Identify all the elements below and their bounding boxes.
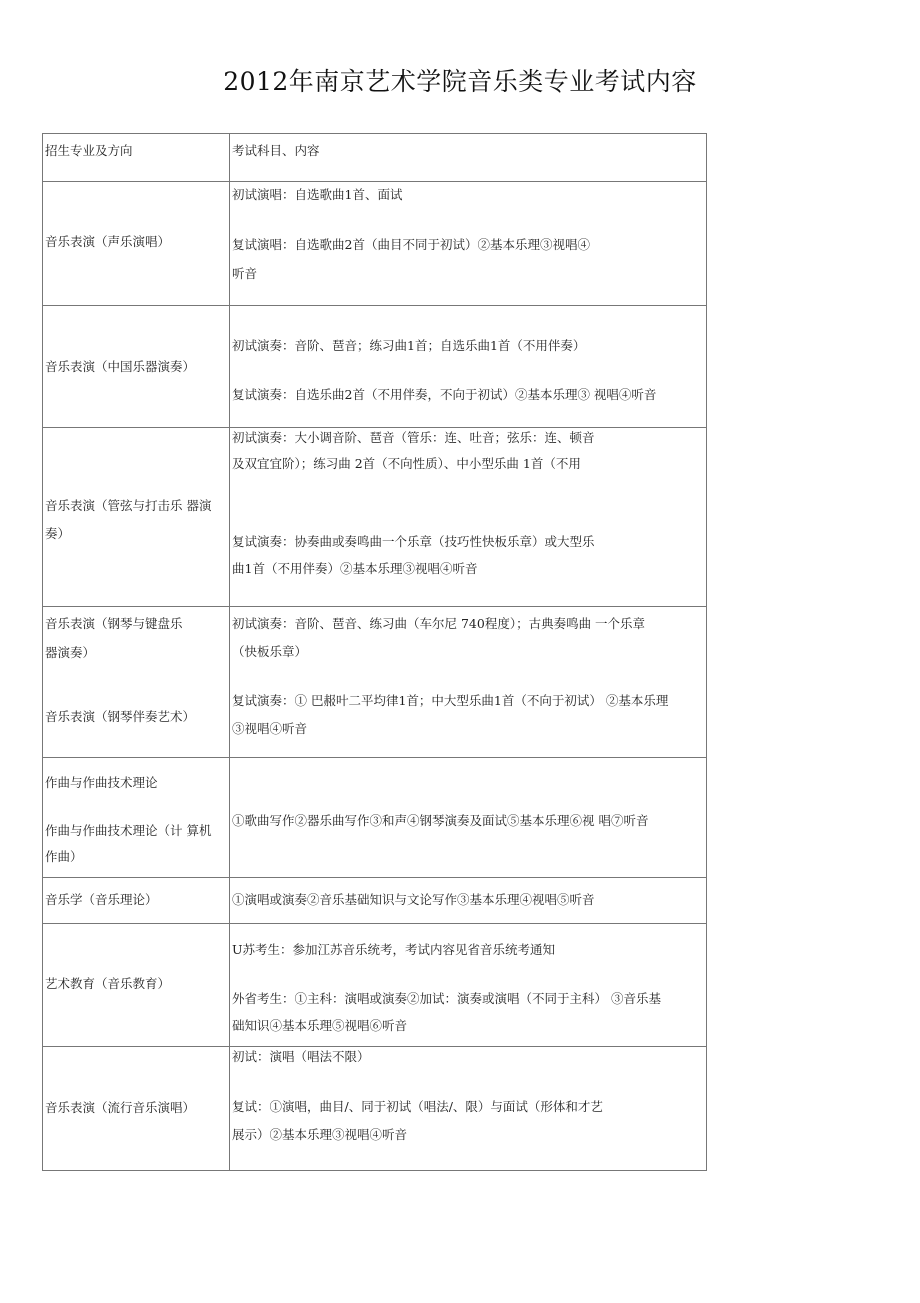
exam-content-line: 初试演唱：自选歌曲1首、面试 bbox=[232, 187, 403, 202]
major-name: 作曲与作曲技术理论（计 算机 bbox=[45, 823, 212, 838]
exam-content-line: 复试演奏：协奏曲或奏鸣曲一个乐章（技巧性快板乐章）或大型乐 bbox=[232, 534, 595, 549]
major-name: 奏） bbox=[45, 526, 71, 541]
exam-content-line: 初试演奏：音阶、琶音；练习曲1首；自选乐曲1首（不用伴奏） bbox=[232, 338, 586, 353]
content-cell bbox=[230, 607, 707, 758]
exam-content-line: 复试演奏：① 巴赧叶二平均律1首；中大型乐曲1首（不向于初试） ②基本乐理 bbox=[232, 693, 669, 708]
major-name: 音乐表演（钢琴伴奏艺术） bbox=[45, 709, 196, 724]
exam-content-line: ③视唱④听音 bbox=[232, 721, 308, 736]
major-name: 音乐表演（声乐演唱） bbox=[45, 234, 171, 249]
exam-content-line: 外省考生：①主科：演唱或演奏②加试：演奏或演唱（不同于主科） ③音乐基 bbox=[232, 991, 661, 1006]
exam-content-line: 复试演唱：自选歌曲2首（曲目不同于初试）②基本乐理③视唱④ bbox=[232, 237, 590, 252]
exam-content-line: 及双宜宜阶）；练习曲 2首（不向性质）、中小型乐曲 1首（不用 bbox=[232, 456, 581, 471]
major-name: 艺术教育（音乐教育） bbox=[45, 976, 171, 991]
table-row bbox=[43, 878, 707, 924]
exam-content-line: 听音 bbox=[232, 266, 258, 281]
exam-content-line: 初试：演唱（唱法不限） bbox=[232, 1049, 370, 1064]
exam-content-line: 初试演奏：大小调音阶、琶音（管乐：连、吐音；弦乐：连、顿音 bbox=[232, 430, 595, 445]
table-row bbox=[43, 182, 707, 306]
major-name: 音乐表演（流行音乐演唱） bbox=[45, 1100, 196, 1115]
exam-content-line: 础知识④基本乐理⑤视唱⑥听音 bbox=[232, 1018, 408, 1033]
major-name: 音乐表演（管弦与打击乐 器演 bbox=[45, 498, 212, 513]
major-cell bbox=[43, 182, 230, 306]
major-cell bbox=[43, 758, 230, 878]
exam-content-line: 曲1首（不用伴奏）②基本乐理③视唱④听音 bbox=[232, 561, 478, 576]
major-cell bbox=[43, 428, 230, 607]
major-name: 音乐表演（中国乐器演奏） bbox=[45, 359, 196, 374]
major-name: 作曲） bbox=[45, 849, 83, 864]
exam-content-line: ①歌曲写作②器乐曲写作③和声④钢琴演奏及面试⑤基本乐理⑥视 唱⑦听音 bbox=[232, 813, 649, 828]
table-row bbox=[43, 306, 707, 428]
major-name: 音乐学（音乐理论） bbox=[45, 892, 158, 907]
header-cell bbox=[43, 134, 230, 182]
exam-content-line: 展示）②基本乐理③视唱④听音 bbox=[232, 1127, 408, 1142]
content-cell bbox=[230, 878, 707, 924]
exam-content-line: ①演唱或演奏②音乐基础知识与文论写作③基本乐理④视唱⑤听音 bbox=[232, 892, 595, 907]
major-cell bbox=[43, 607, 230, 758]
content-cell bbox=[230, 924, 707, 1047]
exam-content-line: （快板乐章） bbox=[232, 644, 308, 659]
major-cell bbox=[43, 306, 230, 428]
content-cell bbox=[230, 1047, 707, 1171]
exam-content-table bbox=[42, 133, 707, 1171]
exam-content-line: 复试：①演唱，曲目/、同于初试（唱法/、限）与面试（形体和才艺 bbox=[232, 1099, 603, 1114]
table-row bbox=[43, 758, 707, 878]
content-cell bbox=[230, 182, 707, 306]
major-name: 作曲与作曲技术理论 bbox=[45, 775, 158, 790]
content-cell bbox=[230, 758, 707, 878]
major-cell bbox=[43, 1047, 230, 1171]
header-major-label: 招生专业及方向 bbox=[45, 143, 133, 158]
table-row bbox=[43, 924, 707, 1047]
table-row bbox=[43, 1047, 707, 1171]
content-cell bbox=[230, 306, 707, 428]
header-cell bbox=[230, 134, 707, 182]
exam-content-line: 复试演奏：自选乐曲2首（不用伴奏，不向于初试）②基本乐理③ 视唱④听音 bbox=[232, 387, 657, 402]
document-title: 2012年南京艺术学院音乐类专业考试内容 bbox=[223, 67, 697, 96]
major-cell bbox=[43, 924, 230, 1047]
exam-content-line: U苏考生：参加江苏音乐统考，考试内容见省音乐统考通知 bbox=[232, 942, 556, 957]
exam-content-line: 初试演奏：音阶、琶音、练习曲（车尔尼 740程度）；古典奏鸣曲 一个乐章 bbox=[232, 616, 646, 631]
table-row bbox=[43, 428, 707, 607]
table-header-row bbox=[43, 134, 707, 182]
major-cell bbox=[43, 878, 230, 924]
major-name: 音乐表演（钢琴与键盘乐 bbox=[45, 616, 183, 631]
header-content-label: 考试科目、内容 bbox=[232, 143, 320, 158]
major-name: 器演奏） bbox=[45, 645, 96, 660]
content-cell bbox=[230, 428, 707, 607]
table-row bbox=[43, 607, 707, 758]
